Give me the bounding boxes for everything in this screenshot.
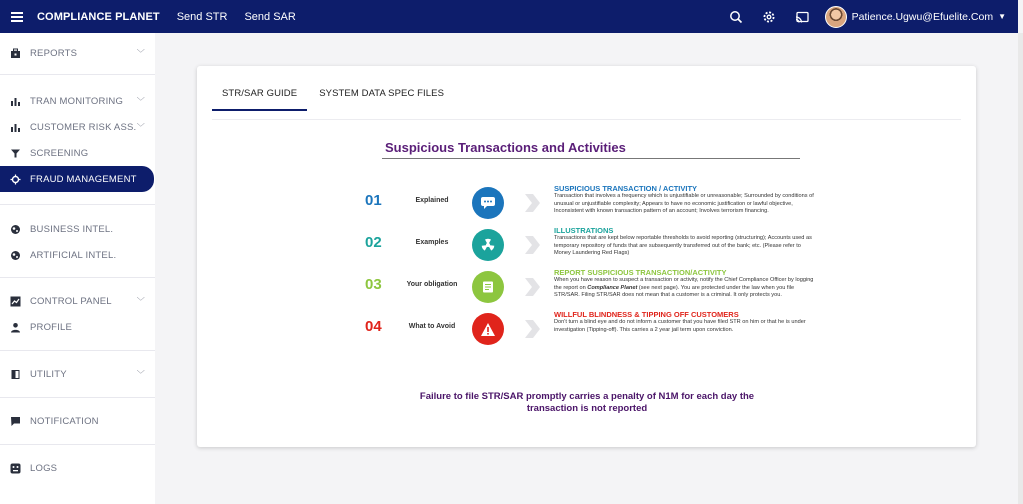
sidebar-group-notification [0,398,155,445]
report-icon [10,48,21,59]
row-body-emphasis: Compliance Planet [587,284,638,291]
filter-icon [10,148,21,159]
row-text [554,184,816,216]
sidebar-group-logs [0,445,155,491]
person-icon [10,322,21,333]
globe-icon [10,224,21,235]
send-sar-link[interactable]: Send SAR [244,10,296,23]
avatar[interactable] [825,6,847,28]
row-label: Your obligation [406,281,458,288]
bar-chart-icon [10,122,21,133]
sidebar-item-business-intel[interactable] [0,216,155,242]
row-heading: REPORT SUSPICIOUS TRANSACTION/ACTIVITY [554,268,727,277]
tab-divider [212,119,961,120]
row-number: 04 [365,318,382,335]
title-underline [382,158,800,159]
user-email[interactable]: Patience.Ugwu@Efuelite.Com [851,10,994,23]
logs-icon [10,463,21,474]
sidebar-item-logs[interactable] [0,455,155,481]
row-label: Examples [415,239,449,246]
bar-chart-icon [10,96,21,107]
row-heading: ILLUSTRATIONS [554,226,614,235]
row-body: Don't turn a blind eye and do not inform a customer that you have filed STR on him or that he is under investigation (Tipping-off). This carries a 2 year jail term upon conviction. [554,319,806,333]
row-body: Transaction that involves a frequency which is unjustifiable or unreasonable; Surrounded by conditions of unusual or unjustifiable complexity; Appears to have no economic justification or lawful objective, Inconsistent with known transaction pattern of an account; Involves terrorism financing. [554,193,814,215]
menu-icon[interactable] [3,0,31,33]
row-number: 02 [365,234,382,251]
sidebar-item-utility[interactable] [0,361,155,387]
brand-title[interactable]: COMPLIANCE PLANET [37,10,160,23]
sidebar [0,33,155,504]
sidebar-item-label: SCREENING [30,147,89,159]
sidebar-item-reports[interactable] [0,40,155,66]
sidebar-item-customer-risk[interactable] [0,114,155,140]
chat-icon [472,187,504,219]
guide-card [197,66,976,447]
tab-str-sar-guide[interactable]: STR/SAR GUIDE [212,84,307,111]
tab-bar [212,84,456,111]
sidebar-item-label: CUSTOMER RISK ASS. [30,121,137,133]
top-bar [0,0,1018,33]
sidebar-item-label: LOGS [30,462,58,474]
sidebar-item-control-panel[interactable] [0,288,155,314]
row-text [554,226,816,258]
row-number: 01 [365,192,382,209]
fraud-icon [10,174,21,185]
guide-row-explained [357,184,817,222]
chevron-down-icon: ﹀ [136,122,145,132]
document-icon [472,271,504,303]
sidebar-item-label: ARTIFICIAL INTEL. [30,249,117,261]
guide-title: Suspicious Transactions and Activities [385,140,626,155]
chevron-down-icon: ﹀ [136,96,145,106]
penalty-notice: Failure to file STR/SAR promptly carries a penalty of N1M for each day the transaction is not reported [419,391,755,414]
row-text [554,268,816,300]
row-label: Explained [415,197,449,204]
tab-system-data-spec-files[interactable]: SYSTEM DATA SPEC FILES [319,88,445,99]
chevron-down-icon[interactable]: ▼ [998,12,1006,21]
sidebar-item-label: REPORTS [30,47,78,59]
guide-row-obligation [357,268,817,306]
row-body: Transactions that are kept below reportable thresholds to avoid reporting (structuring); Accounts used as temporary repository of funds that are subsequently transferred out of the bank; etc. (Please refer to Money Laundering Red Flags) [554,235,812,257]
row-number: 03 [365,276,382,293]
search-icon[interactable] [726,7,746,27]
row-body-part: (see next page). You are protected under the law when you file STR/SAR. Filing STR/SAR does not mean that a customer is a criminal. It only protects you. [554,284,795,299]
sidebar-item-label: PROFILE [30,321,73,333]
chevron-right-icon [523,235,541,260]
warning-icon [472,313,504,345]
guide-infographic [357,136,817,436]
control-icon [10,296,21,307]
message-icon [10,416,21,427]
sidebar-item-label: UTILITY [30,368,67,380]
sidebar-group-reports [0,33,155,75]
sidebar-item-label: CONTROL PANEL [30,295,112,307]
sidebar-group-monitoring [0,75,155,205]
sidebar-item-label: TRAN MONITORING [30,95,124,107]
row-heading: WILLFUL BLINDNESS & TIPPING OFF CUSTOMERS [554,310,739,319]
row-body-part: When you have reason to suspect a transaction or activity, notify the Chief Compliance Officer by logging the report on [554,277,814,291]
chevron-down-icon: ﹀ [136,296,145,306]
cast-icon[interactable] [792,7,812,27]
sidebar-group-intel [0,205,155,278]
sidebar-item-label: FRAUD MANAGEMENT [30,173,137,185]
sidebar-item-profile[interactable] [0,314,155,340]
globe-icon [10,250,21,261]
sidebar-item-screening[interactable] [0,140,155,166]
row-label: What to Avoid [408,323,456,330]
sidebar-item-notification[interactable] [0,408,155,434]
row-body [554,277,816,300]
gear-icon[interactable] [759,7,779,27]
send-str-link[interactable]: Send STR [176,10,228,23]
chevron-right-icon [523,277,541,302]
scrollbar[interactable] [1018,33,1023,504]
sidebar-item-fraud-management[interactable] [0,166,154,192]
sidebar-group-control [0,278,155,351]
chevron-down-icon: ﹀ [136,48,145,58]
guide-row-examples [357,226,817,264]
chevron-right-icon [523,319,541,344]
row-heading: SUSPICIOUS TRANSACTION / ACTIVITY [554,184,698,193]
chevron-right-icon [523,193,541,218]
sidebar-group-utility [0,351,155,398]
book-icon [10,369,21,380]
radiation-icon [472,229,504,261]
sidebar-item-tran-monitoring[interactable] [0,88,155,114]
guide-row-avoid [357,310,817,348]
row-text [554,310,816,334]
chevron-down-icon: ﹀ [136,369,145,379]
sidebar-item-label: BUSINESS INTEL. [30,223,114,235]
sidebar-item-artificial-intel[interactable] [0,242,155,268]
sidebar-item-label: NOTIFICATION [30,415,99,427]
